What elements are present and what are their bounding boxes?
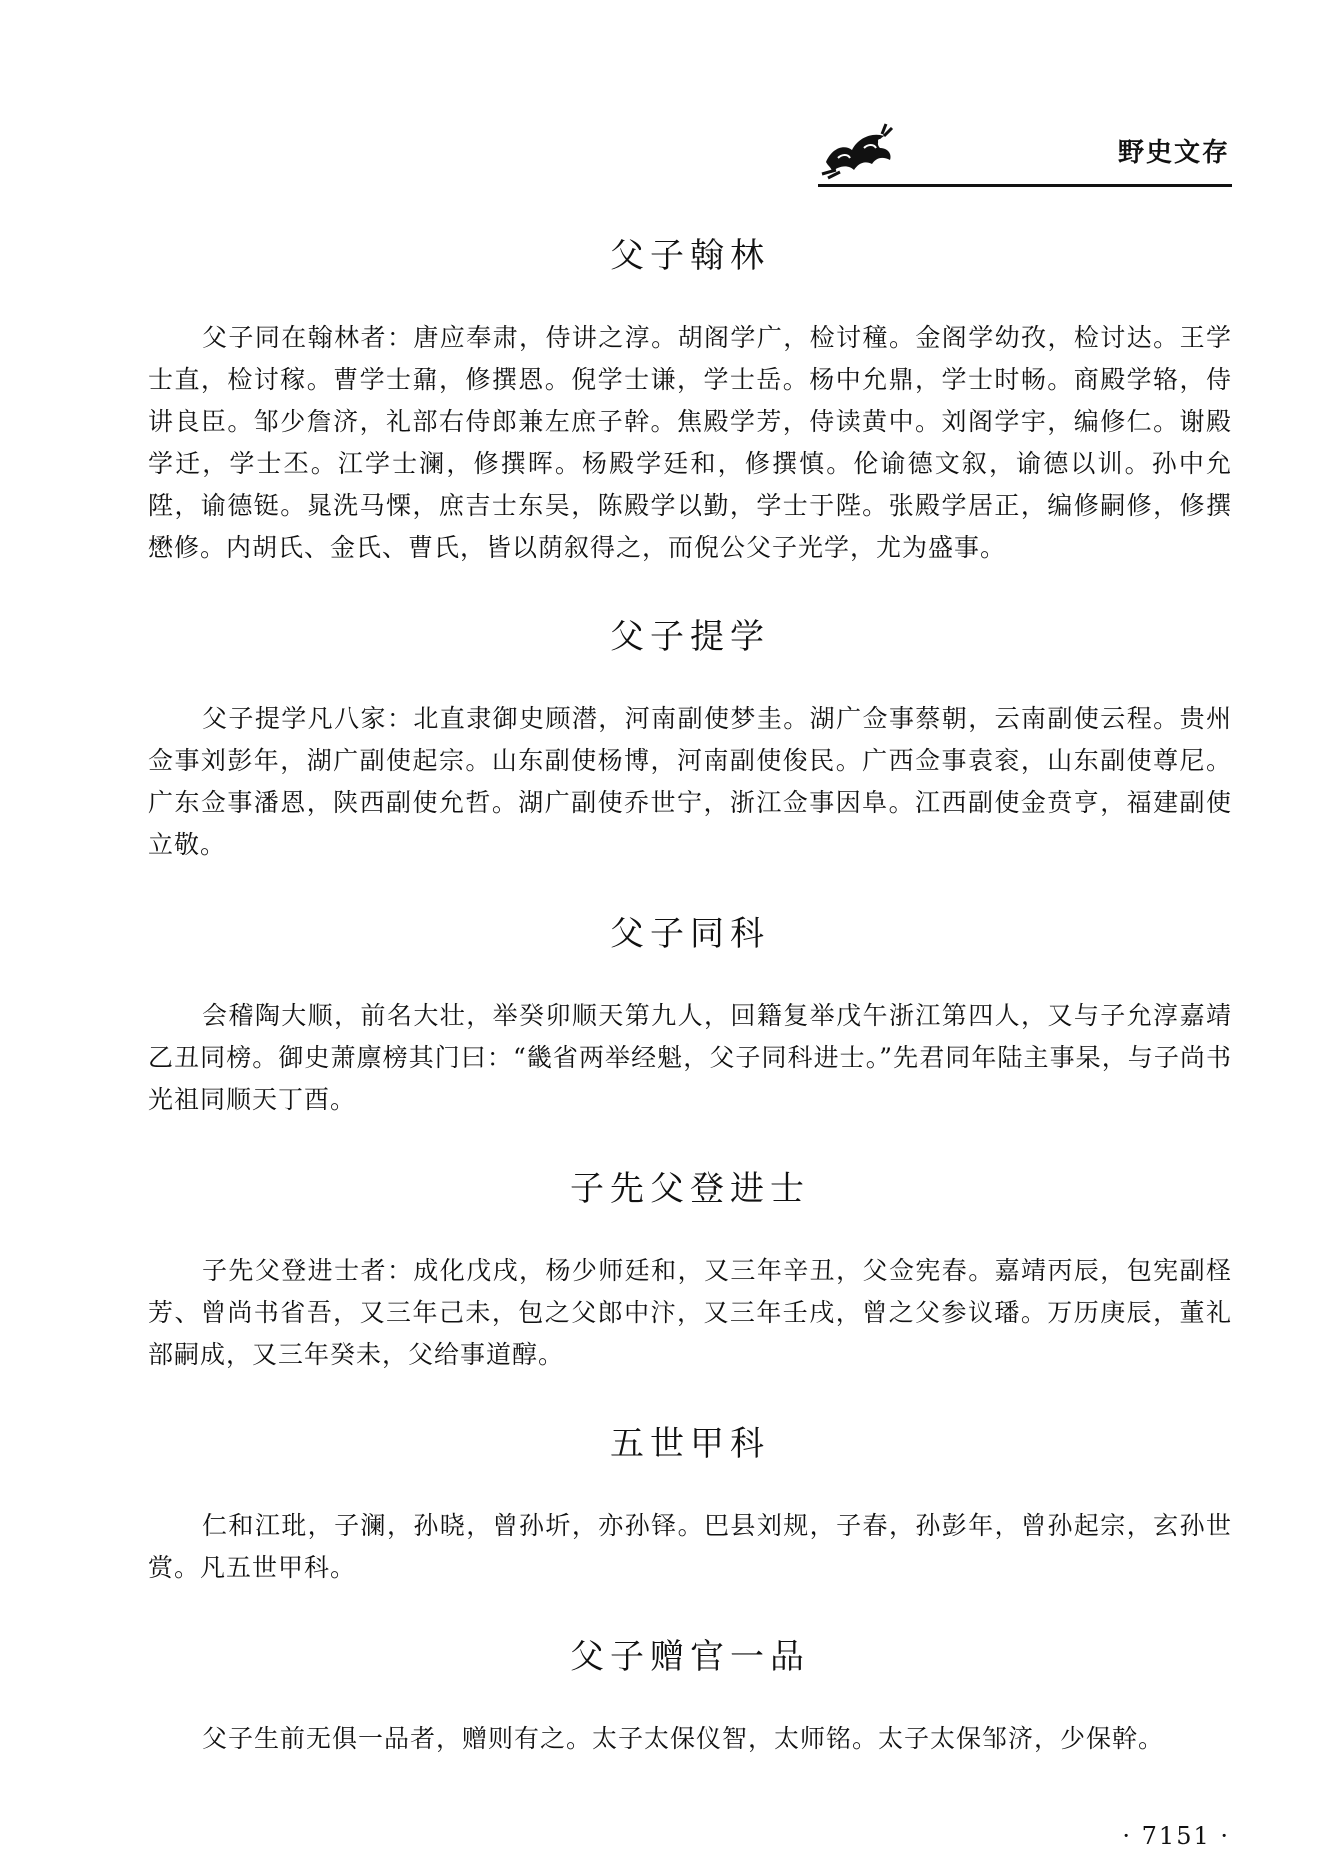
section-text-3: 会稽陶大顺，前名大壮，举癸卯顺天第九人，回籍复举戊午浙江第四人，又与子允淳嘉靖乙丑同榜。御史萧廪榜其门曰：“畿省两举经魁，父子同科进士。”先君同年陆主事杲，与子尚书光祖同顺天丁酉。 <box>148 1001 1232 1114</box>
page-body <box>148 228 1232 1794</box>
section-text-5: 仁和江玭，子澜，孙晓，曾孙圻，亦孙铎。巴县刘规，子春，孙彭年，曾孙起宗，玄孙世赏。凡五世甲科。 <box>148 1511 1232 1582</box>
section-text-6: 父子生前无俱一品者，赠则有之。太子太保仪智，太师铭。太子太保邹济，少保幹。 <box>202 1724 1165 1753</box>
section-title-2: 父子提学 <box>610 617 770 657</box>
section-title-4: 子先父登进士 <box>570 1169 810 1209</box>
section-title-6: 父子赠官一品 <box>570 1637 810 1677</box>
section-title-5: 五世甲科 <box>610 1424 770 1464</box>
section-title-1: 父子翰林 <box>610 236 770 276</box>
section-text-4: 子先父登进士者：成化戊戌，杨少师廷和，又三年辛丑，父佥宪春。嘉靖丙辰，包宪副柽芳、曾尚书省吾，又三年己未，包之父郎中汴，又三年壬戌，曾之父参议璠。万历庚辰，董礼部嗣成，又三年癸未，父给事道醇。 <box>148 1256 1232 1369</box>
dragon-emblem-icon <box>818 118 896 180</box>
page-header <box>818 112 1232 187</box>
section-text-2: 父子提学凡八家：北直隶御史顾潜，河南副使梦圭。湖广佥事蔡朝，云南副使云程。贵州佥事刘彭年，湖广副使起宗。山东副使杨博，河南副使俊民。广西佥事袁衮，山东副使尊尼。广东佥事潘恩，陕西副使允哲。湖广副使乔世宁，浙江佥事因阜。江西副使金贲亨，福建副使立敬。 <box>148 704 1232 859</box>
section-text-1: 父子同在翰林者：唐应奉肃，侍讲之淳。胡阁学广，检讨穜。金阁学幼孜，检讨达。王学士直，检讨稼。曹学士鼐，修撰恩。倪学士谦，学士岳。杨中允鼎，学士时畅。商殿学辂，侍讲良臣。邹少詹济，礼部右侍郎兼左庶子幹。焦殿学芳，侍读黄中。刘阁学宇，编修仁。谢殿学迁，学士丕。江学士澜，修撰晖。杨殿学廷和，修撰慎。伦谕德文叙，谕德以训。孙中允陞，谕德铤。晁洗马慄，庶吉士东吴，陈殿学以勤，学士于陛。张殿学居正，编修嗣修，修撰懋修。内胡氏、金氏、曹氏，皆以荫叙得之，而倪公父子光学，尤为盛事。 <box>148 323 1232 562</box>
section-title-3: 父子同科 <box>610 914 770 954</box>
page-number: · 7151 · <box>1122 1822 1230 1850</box>
series-title: 野史文存 <box>1117 138 1230 168</box>
